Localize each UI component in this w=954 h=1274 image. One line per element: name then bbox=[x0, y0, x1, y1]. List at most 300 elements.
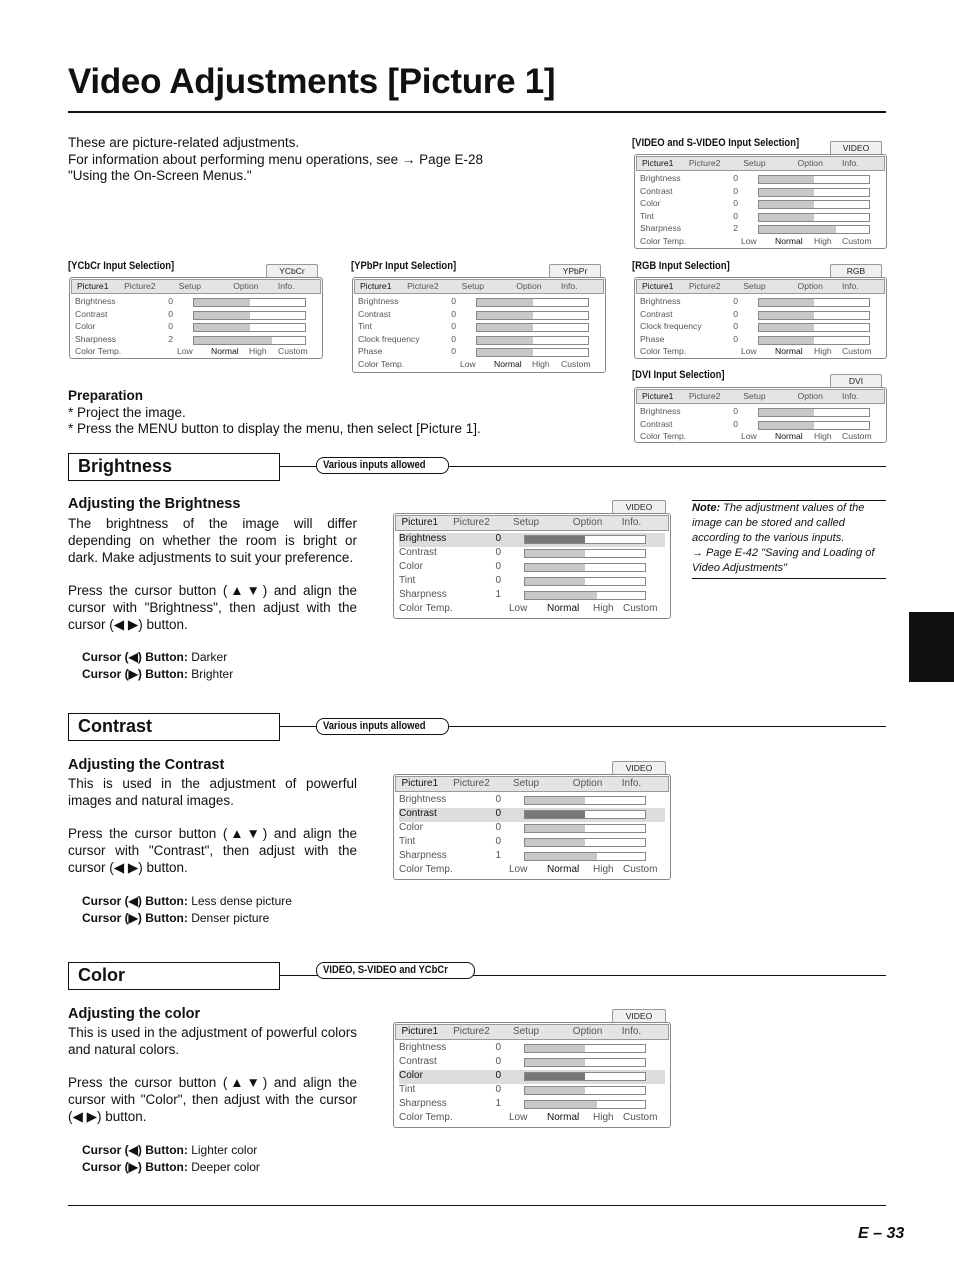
color-temp-option-low[interactable]: Low bbox=[177, 346, 193, 357]
cursor-left-label: Cursor (◀) Button: bbox=[82, 1143, 188, 1157]
input-source-badge: VIDEO bbox=[612, 1009, 666, 1022]
color-temp-option-low[interactable]: Low bbox=[741, 431, 757, 442]
menu-video-panel bbox=[634, 143, 887, 249]
input-source-badge: YPbPr bbox=[549, 264, 601, 277]
cursor-left-label: Cursor (◀) Button: bbox=[82, 650, 188, 664]
adjustment-slider[interactable] bbox=[758, 336, 870, 345]
color-subheading: Adjusting the color bbox=[68, 1006, 201, 1022]
menu-tab-info[interactable]: Info. bbox=[842, 391, 859, 401]
slider-fill bbox=[759, 409, 814, 416]
color-temp-option-normal[interactable]: Normal bbox=[547, 603, 580, 614]
menu-row-contrast[interactable] bbox=[358, 309, 600, 322]
menu-row-value: 0 bbox=[733, 418, 738, 429]
menu-row-contrast[interactable] bbox=[640, 309, 881, 322]
menu-row-color-temp[interactable] bbox=[399, 603, 665, 617]
adjustment-slider[interactable] bbox=[193, 323, 306, 332]
intro-line-3: "Using the On-Screen Menus." bbox=[68, 168, 252, 183]
menu-row-value: 0 bbox=[451, 346, 456, 357]
menu-tab-setup[interactable]: Setup bbox=[743, 281, 766, 291]
menu-tab-setup[interactable]: Setup bbox=[178, 281, 202, 291]
menu-row-label: Brightness bbox=[640, 296, 681, 306]
menu-tab-picture1[interactable]: Picture1 bbox=[76, 281, 109, 291]
adjustment-slider[interactable] bbox=[524, 563, 646, 572]
menu-row-color[interactable] bbox=[399, 822, 665, 836]
menu-tab-info[interactable]: Info. bbox=[842, 158, 859, 168]
cursor-right-label: Cursor (▶) Button: bbox=[82, 1160, 188, 1174]
menu-row-sharpness[interactable] bbox=[399, 1098, 665, 1112]
color-temp-option-low[interactable]: Low bbox=[741, 346, 757, 357]
menu-row-value: 0 bbox=[495, 547, 501, 558]
menu-row-value: 0 bbox=[733, 321, 738, 332]
slider-fill bbox=[759, 422, 814, 429]
menu-row-color[interactable] bbox=[75, 321, 317, 334]
color-temp-option-high[interactable]: High bbox=[593, 864, 614, 875]
menu-row-contrast[interactable] bbox=[640, 419, 881, 432]
color-temp-option-normal[interactable]: Normal bbox=[775, 236, 803, 246]
slider-fill bbox=[477, 312, 533, 319]
menu-tab-picture1[interactable]: Picture1 bbox=[641, 281, 674, 291]
menu-row-label: Brightness bbox=[399, 794, 447, 805]
menu-row-label: Sharpness bbox=[399, 1098, 447, 1109]
slider-fill bbox=[525, 825, 585, 832]
contrast-description: This is used in the adjustment of powerful images and natural images. bbox=[68, 776, 357, 808]
menu-row-color-temp[interactable] bbox=[399, 864, 665, 878]
slider-fill bbox=[477, 349, 533, 356]
color-temp-option-low[interactable]: Low bbox=[509, 1112, 528, 1123]
note-box bbox=[692, 500, 886, 579]
menu-row-sharpness[interactable] bbox=[640, 223, 881, 236]
menu-tab-picture1[interactable]: Picture1 bbox=[401, 1026, 439, 1037]
color-temp-label: Color Temp. bbox=[640, 236, 687, 246]
menu-row-brightness[interactable] bbox=[75, 296, 317, 309]
slider-fill bbox=[525, 1045, 585, 1052]
slider-fill bbox=[525, 1087, 585, 1094]
color-temp-option-low[interactable]: Low bbox=[460, 359, 476, 369]
slider-fill bbox=[759, 189, 814, 196]
note-label: Note: bbox=[692, 502, 721, 514]
adjustment-slider[interactable] bbox=[476, 336, 589, 345]
adjustment-slider[interactable] bbox=[758, 213, 870, 222]
brightness-description: The brightness of the image will differ depending on whether the room is bright or dark. Make adjustments to suit your preference. bbox=[68, 516, 357, 565]
slider-fill bbox=[525, 592, 597, 599]
menu-tab-picture1[interactable]: Picture1 bbox=[641, 158, 674, 168]
menu-row-label: Color bbox=[75, 321, 96, 332]
cursor-right-label: Cursor (▶) Button: bbox=[82, 911, 188, 925]
menu-contrast-demo bbox=[393, 763, 671, 880]
menu-row-tint[interactable] bbox=[640, 211, 881, 224]
slider-fill bbox=[759, 226, 836, 233]
menu-tab-info[interactable]: Info. bbox=[277, 281, 295, 291]
adjustment-slider[interactable] bbox=[524, 591, 646, 600]
menu-row-sharpness[interactable] bbox=[399, 850, 665, 864]
adjustment-slider[interactable] bbox=[524, 1086, 646, 1095]
contrast-input-pill-label: Various inputs allowed bbox=[323, 720, 426, 732]
adjustment-slider[interactable] bbox=[758, 175, 870, 184]
menu-row-color[interactable] bbox=[399, 561, 665, 575]
adjustment-slider[interactable] bbox=[476, 298, 589, 307]
menu-tab-picture2[interactable]: Picture2 bbox=[453, 517, 490, 528]
color-temp-option-high[interactable]: High bbox=[814, 431, 832, 442]
color-temp-option-normal[interactable]: Normal bbox=[211, 346, 239, 357]
menu-row-label: Clock frequency bbox=[640, 321, 702, 332]
color-temp-option-custom[interactable]: Custom bbox=[623, 1112, 658, 1123]
menu-row-label: Tint bbox=[399, 575, 416, 586]
menu-row-label: Brightness bbox=[75, 296, 116, 306]
adjustment-slider[interactable] bbox=[524, 577, 646, 586]
cursor-right-effect: Denser picture bbox=[187, 911, 270, 925]
menu-row-contrast[interactable] bbox=[399, 808, 665, 822]
menu-row-value: 0 bbox=[451, 308, 456, 319]
menu-row-brightness[interactable] bbox=[399, 1042, 665, 1056]
menu-tab-info[interactable]: Info. bbox=[560, 281, 578, 291]
menu-tab-bar bbox=[354, 279, 604, 294]
color-description: This is used in the adjustment of powerful colors and natural colors. bbox=[68, 1025, 357, 1057]
menu-row-clock-frequency[interactable] bbox=[358, 334, 600, 347]
color-instructions: Press the cursor button (▲▼) and align the cursor with "Color", then adjust with the cursor (◀ ▶) button. bbox=[68, 1075, 357, 1124]
menu-tab-setup[interactable]: Setup bbox=[512, 778, 540, 789]
slider-fill bbox=[759, 214, 814, 221]
menu-tab-setup[interactable]: Setup bbox=[512, 517, 540, 528]
menu-row-brightness[interactable] bbox=[399, 533, 665, 547]
menu-row-label: Contrast bbox=[399, 808, 437, 819]
menu-tab-bar bbox=[636, 279, 885, 294]
adjustment-slider[interactable] bbox=[524, 852, 646, 861]
slider-fill bbox=[525, 853, 597, 860]
adjustment-slider[interactable] bbox=[758, 200, 870, 209]
menu-row-clock-frequency[interactable] bbox=[640, 321, 881, 334]
dvi-input-caption: [DVI Input Selection] bbox=[632, 369, 725, 381]
menu-tab-option[interactable]: Option bbox=[233, 281, 259, 291]
color-input-pill bbox=[316, 962, 475, 979]
slider-fill bbox=[194, 324, 250, 331]
menu-row-label: Phase bbox=[358, 346, 383, 357]
menu-tab-option[interactable]: Option bbox=[572, 778, 603, 789]
input-source-badge: RGB bbox=[830, 264, 882, 277]
color-heading: Color bbox=[78, 965, 125, 985]
color-temp-option-custom[interactable]: Custom bbox=[561, 359, 591, 369]
menu-row-value: 0 bbox=[168, 321, 173, 332]
menu-row-value: 0 bbox=[495, 836, 501, 847]
menu-row-label: Phase bbox=[640, 333, 665, 344]
contrast-subheading: Adjusting the Contrast bbox=[68, 757, 225, 773]
menu-row-label: Brightness bbox=[640, 406, 681, 416]
menu-row-label: Brightness bbox=[399, 533, 447, 544]
menu-row-value: 2 bbox=[168, 333, 173, 344]
menu-row-phase[interactable] bbox=[640, 334, 881, 347]
preparation-item-1: * Project the image. bbox=[68, 405, 186, 420]
menu-row-value: 1 bbox=[495, 1098, 501, 1109]
menu-tab-picture2[interactable]: Picture2 bbox=[453, 1026, 490, 1037]
menu-row-value: 0 bbox=[733, 198, 738, 209]
video-input-caption: [VIDEO and S-VIDEO Input Selection] bbox=[632, 137, 800, 149]
menu-row-tint[interactable] bbox=[358, 321, 600, 334]
menu-tab-info[interactable]: Info. bbox=[621, 1026, 642, 1037]
menu-tab-option[interactable]: Option bbox=[572, 517, 603, 528]
menu-color-demo bbox=[393, 1011, 671, 1128]
adjustment-slider[interactable] bbox=[758, 188, 870, 197]
adjustment-slider[interactable] bbox=[758, 298, 870, 307]
menu-row-value: 0 bbox=[495, 1084, 501, 1095]
menu-row-label: Contrast bbox=[640, 308, 673, 319]
brightness-input-pill-label: Various inputs allowed bbox=[323, 459, 426, 471]
menu-row-value: 0 bbox=[495, 1042, 501, 1053]
menu-tab-option[interactable]: Option bbox=[572, 1026, 603, 1037]
menu-row-tint[interactable] bbox=[399, 836, 665, 850]
menu-row-label: Sharpness bbox=[399, 850, 447, 861]
color-temp-option-custom[interactable]: Custom bbox=[623, 864, 658, 875]
adjustment-slider[interactable] bbox=[758, 225, 870, 234]
brightness-cursor-left bbox=[82, 649, 227, 666]
slider-fill bbox=[525, 811, 585, 818]
color-temp-option-normal[interactable]: Normal bbox=[547, 1112, 580, 1123]
slider-fill bbox=[759, 337, 814, 344]
page-number: E – 33 bbox=[858, 1225, 905, 1242]
menu-tab-bar bbox=[636, 156, 885, 171]
adjustment-slider[interactable] bbox=[524, 535, 646, 544]
input-source-badge: VIDEO bbox=[830, 141, 882, 154]
menu-row-sharpness[interactable] bbox=[75, 334, 317, 347]
preparation-heading: Preparation bbox=[68, 388, 144, 403]
adjustment-slider[interactable] bbox=[524, 1072, 646, 1081]
adjustment-slider[interactable] bbox=[758, 408, 870, 417]
menu-tab-bar bbox=[71, 279, 321, 294]
color-temp-option-normal[interactable]: Normal bbox=[494, 359, 522, 369]
color-temp-option-normal[interactable]: Normal bbox=[775, 346, 803, 357]
color-temp-option-high[interactable]: High bbox=[249, 346, 267, 357]
menu-row-value: 1 bbox=[495, 850, 501, 861]
menu-row-color-temp[interactable] bbox=[358, 359, 600, 372]
color-temp-option-high[interactable]: High bbox=[532, 359, 550, 369]
menu-row-tint[interactable] bbox=[399, 1084, 665, 1098]
menu-tab-setup[interactable]: Setup bbox=[461, 281, 485, 291]
menu-tab-bar bbox=[395, 515, 669, 531]
menu-tab-picture1[interactable]: Picture1 bbox=[401, 517, 439, 528]
slider-fill bbox=[194, 337, 272, 344]
color-cursor-right bbox=[82, 1159, 260, 1176]
adjustment-slider[interactable] bbox=[758, 311, 870, 320]
menu-rgb-panel bbox=[634, 266, 887, 359]
menu-row-label: Contrast bbox=[640, 185, 673, 196]
menu-row-brightness[interactable] bbox=[358, 296, 600, 309]
menu-row-brightness[interactable] bbox=[399, 794, 665, 808]
menu-row-value: 0 bbox=[495, 808, 501, 819]
adjustment-slider[interactable] bbox=[524, 1044, 646, 1053]
note-reference: → Page E-42 "Saving and Loading of Video Adjustments" bbox=[692, 547, 875, 574]
slider-fill bbox=[477, 299, 533, 306]
menu-row-value: 0 bbox=[733, 210, 738, 221]
intro-text bbox=[68, 135, 483, 185]
slider-fill bbox=[477, 337, 533, 344]
menu-row-brightness[interactable] bbox=[640, 406, 881, 419]
slider-fill bbox=[759, 299, 814, 306]
adjustment-slider[interactable] bbox=[476, 323, 589, 332]
menu-row-value: 0 bbox=[451, 321, 456, 332]
menu-row-label: Tint bbox=[399, 836, 416, 847]
slider-fill bbox=[525, 550, 585, 557]
adjustment-slider[interactable] bbox=[524, 549, 646, 558]
cursor-right-effect: Brighter bbox=[187, 667, 234, 681]
menu-tab-setup[interactable]: Setup bbox=[743, 158, 766, 168]
preparation-item-2: * Press the MENU button to display the menu, then select [Picture 1]. bbox=[68, 421, 481, 436]
menu-row-value: 0 bbox=[733, 308, 738, 319]
input-source-badge: VIDEO bbox=[612, 761, 666, 774]
menu-row-color-temp[interactable] bbox=[399, 1112, 665, 1126]
contrast-cursor-right bbox=[82, 910, 269, 927]
slider-fill bbox=[194, 299, 250, 306]
intro-line-2: For information about performing menu operations, see → Page E-28 bbox=[68, 151, 483, 167]
color-temp-label: Color Temp. bbox=[399, 1112, 453, 1123]
menu-row-label: Tint bbox=[399, 1084, 416, 1095]
menu-tab-picture2[interactable]: Picture2 bbox=[688, 158, 721, 168]
menu-row-color[interactable] bbox=[640, 198, 881, 211]
menu-row-label: Color bbox=[640, 198, 661, 209]
menu-row-brightness[interactable] bbox=[640, 296, 881, 309]
slider-fill bbox=[759, 176, 814, 183]
menu-row-color-temp[interactable] bbox=[640, 431, 881, 444]
menu-row-label: Clock frequency bbox=[358, 333, 420, 344]
adjustment-slider[interactable] bbox=[476, 311, 589, 320]
slider-fill bbox=[477, 324, 533, 331]
color-temp-label: Color Temp. bbox=[75, 346, 122, 357]
menu-row-tint[interactable] bbox=[399, 575, 665, 589]
adjustment-slider[interactable] bbox=[524, 824, 646, 833]
adjustment-slider[interactable] bbox=[524, 1100, 646, 1109]
menu-tab-picture2[interactable]: Picture2 bbox=[688, 281, 721, 291]
color-temp-option-normal[interactable]: Normal bbox=[775, 431, 803, 442]
menu-row-label: Sharpness bbox=[75, 333, 117, 344]
color-temp-option-high[interactable]: High bbox=[593, 603, 614, 614]
color-temp-option-custom[interactable]: Custom bbox=[842, 346, 872, 357]
adjustment-slider[interactable] bbox=[524, 1058, 646, 1067]
color-cursor-left bbox=[82, 1142, 257, 1159]
menu-tab-picture2[interactable]: Picture2 bbox=[407, 281, 439, 291]
cursor-left-effect: Less dense picture bbox=[187, 894, 292, 908]
menu-tab-picture1[interactable]: Picture1 bbox=[359, 281, 392, 291]
color-temp-option-high[interactable]: High bbox=[814, 236, 832, 246]
menu-tab-picture2[interactable]: Picture2 bbox=[453, 778, 490, 789]
menu-row-value: 0 bbox=[733, 185, 738, 196]
slider-fill bbox=[525, 797, 585, 804]
color-temp-label: Color Temp. bbox=[640, 431, 687, 442]
menu-row-value: 0 bbox=[495, 533, 501, 544]
color-temp-option-custom[interactable]: Custom bbox=[842, 236, 872, 246]
menu-row-value: 0 bbox=[168, 296, 173, 306]
menu-row-color-temp[interactable] bbox=[75, 346, 317, 359]
menu-row-contrast[interactable] bbox=[399, 1056, 665, 1070]
ycbcr-input-caption: [YCbCr Input Selection] bbox=[68, 260, 175, 272]
color-temp-option-low[interactable]: Low bbox=[741, 236, 757, 246]
color-temp-option-high[interactable]: High bbox=[593, 1112, 614, 1123]
menu-tab-setup[interactable]: Setup bbox=[743, 391, 766, 401]
note-text: The adjustment values of the image can be stored and called according to the various inputs. bbox=[692, 502, 865, 544]
menu-row-contrast[interactable] bbox=[640, 186, 881, 199]
menu-tab-picture2[interactable]: Picture2 bbox=[688, 391, 721, 401]
color-temp-label: Color Temp. bbox=[358, 359, 405, 369]
contrast-cursor-left bbox=[82, 893, 292, 910]
menu-tab-picture1[interactable]: Picture1 bbox=[641, 391, 674, 401]
adjustment-slider[interactable] bbox=[524, 838, 646, 847]
menu-row-color-temp[interactable] bbox=[640, 236, 881, 249]
color-temp-option-high[interactable]: High bbox=[814, 346, 832, 357]
adjustment-slider[interactable] bbox=[193, 311, 306, 320]
menu-tab-setup[interactable]: Setup bbox=[512, 1026, 540, 1037]
menu-row-value: 0 bbox=[495, 794, 501, 805]
color-temp-option-custom[interactable]: Custom bbox=[842, 431, 872, 442]
menu-tab-info[interactable]: Info. bbox=[842, 281, 859, 291]
menu-row-label: Contrast bbox=[399, 1056, 437, 1067]
menu-row-contrast[interactable] bbox=[75, 309, 317, 322]
menu-row-color[interactable] bbox=[399, 1070, 665, 1084]
menu-row-value: 0 bbox=[495, 561, 501, 572]
menu-row-sharpness[interactable] bbox=[399, 589, 665, 603]
menu-row-value: 0 bbox=[733, 173, 738, 183]
adjustment-slider[interactable] bbox=[524, 796, 646, 805]
menu-row-label: Sharpness bbox=[399, 589, 447, 600]
color-temp-option-custom[interactable]: Custom bbox=[278, 346, 308, 357]
color-temp-option-low[interactable]: Low bbox=[509, 864, 528, 875]
menu-row-color-temp[interactable] bbox=[640, 346, 881, 359]
menu-tab-info[interactable]: Info. bbox=[621, 517, 642, 528]
color-input-pill-label: VIDEO, S-VIDEO and YCbCr bbox=[323, 964, 448, 976]
menu-row-value: 0 bbox=[451, 333, 456, 344]
menu-dvi-panel bbox=[634, 376, 887, 443]
menu-tab-option[interactable]: Option bbox=[797, 158, 823, 168]
footer-divider bbox=[68, 1205, 886, 1206]
adjustment-slider[interactable] bbox=[193, 298, 306, 307]
color-temp-option-custom[interactable]: Custom bbox=[623, 603, 658, 614]
menu-tab-picture2[interactable]: Picture2 bbox=[124, 281, 156, 291]
color-temp-label: Color Temp. bbox=[399, 864, 453, 875]
adjustment-slider[interactable] bbox=[758, 421, 870, 430]
menu-row-value: 0 bbox=[495, 1070, 501, 1081]
page-title: Video Adjustments [Picture 1] bbox=[68, 62, 556, 101]
menu-tab-picture1[interactable]: Picture1 bbox=[401, 778, 439, 789]
menu-row-value: 0 bbox=[495, 822, 501, 833]
slider-fill bbox=[759, 324, 814, 331]
menu-row-label: Sharpness bbox=[640, 223, 682, 234]
menu-row-value: 1 bbox=[495, 589, 501, 600]
menu-tab-option[interactable]: Option bbox=[797, 281, 823, 291]
cursor-left-effect: Lighter color bbox=[187, 1143, 258, 1157]
ypbpr-input-caption: [YPbPr Input Selection] bbox=[351, 260, 457, 272]
adjustment-slider[interactable] bbox=[758, 323, 870, 332]
menu-tab-option[interactable]: Option bbox=[516, 281, 542, 291]
menu-row-value: 0 bbox=[733, 296, 738, 306]
rgb-input-caption: [RGB Input Selection] bbox=[632, 260, 730, 272]
menu-row-value: 0 bbox=[733, 333, 738, 344]
menu-row-label: Color bbox=[399, 822, 423, 833]
input-source-badge: VIDEO bbox=[612, 500, 666, 513]
contrast-input-pill bbox=[316, 718, 449, 735]
color-temp-option-normal[interactable]: Normal bbox=[547, 864, 580, 875]
adjustment-slider[interactable] bbox=[524, 810, 646, 819]
menu-tab-option[interactable]: Option bbox=[797, 391, 823, 401]
color-temp-option-low[interactable]: Low bbox=[509, 603, 528, 614]
menu-row-brightness[interactable] bbox=[640, 173, 881, 186]
menu-row-value: 0 bbox=[495, 1056, 501, 1067]
menu-tab-info[interactable]: Info. bbox=[621, 778, 642, 789]
menu-row-label: Brightness bbox=[640, 173, 681, 183]
contrast-instructions: Press the cursor button (▲▼) and align the cursor with "Contrast", then adjust with the cursor (◀ ▶) button. bbox=[68, 826, 357, 875]
adjustment-slider[interactable] bbox=[476, 348, 589, 357]
adjustment-slider[interactable] bbox=[193, 336, 306, 345]
slider-fill bbox=[759, 312, 814, 319]
menu-row-contrast[interactable] bbox=[399, 547, 665, 561]
menu-tab-bar bbox=[395, 1024, 669, 1040]
cursor-left-effect: Darker bbox=[187, 650, 228, 664]
menu-row-phase[interactable] bbox=[358, 346, 600, 359]
menu-row-value: 0 bbox=[495, 575, 501, 586]
